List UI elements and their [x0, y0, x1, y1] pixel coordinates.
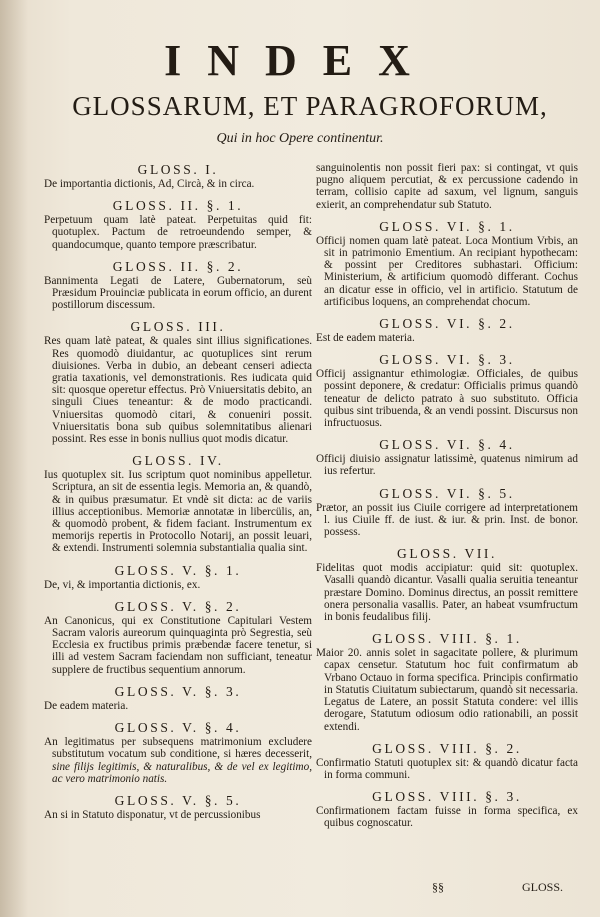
page-tagline: Qui in hoc Opere continentur. [216, 131, 384, 146]
gloss-text: sanguinolentis non possit fieri pax: si contingat, vt quis pugno aliquem percutiat, & ex percussione cadendo in terram, collisio capite ad saxum, vel lignum, sanguis exierit, an comprehendatur sub Statuto. [316, 162, 578, 211]
gloss-text: Officij assignantur ethimologiæ. Officiales, de quibus possint deponere, & credatur: Officialis primus quandò teneatur de delicto patrato à suo substituto. Officia quibus sint tribuenda, & an vendi possint. Discursus non infructuosus. [316, 368, 578, 430]
left-column [44, 162, 312, 821]
index-entry [44, 720, 312, 785]
gloss-text: De importantia dictionis, Ad, Circà, & in circa. [44, 178, 255, 190]
index-entry [316, 741, 578, 781]
gloss-text: De, vi, & importantia dictionis, ex. [44, 578, 201, 591]
index-entry [316, 631, 578, 732]
index-entry [44, 198, 312, 251]
gloss-heading: GLOSS. IV. [132, 453, 224, 469]
index-entry [44, 259, 312, 312]
gloss-heading: GLOSS. II. §. 1. [112, 198, 244, 214]
gloss-heading: GLOSS. VI. §. 5. [379, 485, 515, 501]
gloss-heading: GLOSS. I. [137, 162, 219, 177]
index-entry-continued [316, 162, 578, 211]
gloss-text: Maior 20. annis solet in sagacitate pollere, & plurimum capax censetur. Statutum hoc fuit confirmatum ab Vrbano Octauo in forma specifica. Principis confirmatio in Statutis Ciuitatum subiectarum, quandò sit necessaria. Legatus de Latere, an possit Statuta condere: vel illis derogare, Statutum odiosum odio rationabili, an possit extendi. [316, 647, 578, 733]
index-entry [316, 316, 578, 344]
gloss-text: Officij nomen quam latè pateat. Loca Montium Vrbis, an sit in patrimonio Ementium. An recipiant hypothecam: & possint per Creditores subhastari. Officium: Ministerium, & artificium quomodò differant. Cochus an dicatur esse in officio, vel in artificio. Statutum de artificibus loquens, an comprehendat chocum. [316, 234, 578, 308]
gloss-heading: GLOSS. V. §. 3. [114, 683, 242, 699]
gloss-heading: GLOSS. III. [130, 319, 226, 335]
index-entry [44, 453, 312, 554]
gloss-text-italic: sine filijs legitimis, & naturalibus, & de vel ex legitimo, ac vero matrimonio natis. [52, 760, 312, 785]
gloss-heading: GLOSS. V. §. 2. [114, 598, 242, 614]
gloss-text: Ius quotuplex sit. Ius scriptum quot nominibus appelletur. Scriptura, an sit de essentia legis. Memoria an, & quandò, & in quibus præsumatur. Et vndè sit dicta: ac de variis illius acceptionibus. Memoriæ annotatæ in libercülis, an, & quomodò probent, & fidem faciant. Instrumentum ex memorijs repertis in Protocollo Notarij, an possit leuari, & extendi. Instrumenti solemnia substantialia qualia sint. [44, 469, 312, 555]
gloss-text: Res quam latè pateat, & quales sint illius significationes. Res quomodò diuidantur, ac quotuplices sint rerum diuisiones. Verba in dubio, an debeant censeri adiecta gratia taxationis, vel demonstrationis. Res iudicata quid sit: quosque operetur effectus. Prò Vniuersitatis debito, an singuli Ciues teneantur: & de modo practicandi. Vniuersitas quomodò citari, & conueniri possit. Vniuersitatis bona sub quibus solemnitatibus alienari possint. Res esse in bonis nullius quot modis dicatur. [44, 335, 312, 446]
index-entry [44, 684, 312, 712]
gloss-heading: GLOSS. VI. §. 4. [379, 437, 515, 453]
gloss-heading: GLOSS. VI. §. 3. [379, 352, 515, 368]
index-entry [316, 789, 578, 829]
index-entry [316, 437, 578, 477]
gloss-text: An Canonicus, qui ex Constitutione Capitulari Vestem Sacram valoris aureorum quinquaginta prò Segrestia, seù Ecclesia ex fructibus primis præbendæ facere tenetur, si illi ad vestem Sacram faciendam non sufficiant, teneatur supplere de fructibus sequentium annorum. [44, 614, 312, 676]
index-entry [316, 486, 578, 539]
gloss-text: Perpetuum quam latè pateat. Perpetuitas quid fit: quotuplex. Pactum de retroeundendo semper, & quandocumque, quanto tempore præscribatur. [44, 214, 312, 251]
gloss-text: Est de eadem materia. [316, 332, 415, 345]
gloss-heading: GLOSS. VIII. §. 2. [372, 740, 522, 756]
catchword: GLOSS. [522, 880, 564, 894]
gloss-heading: GLOSS. VI. §. 1. [379, 218, 515, 234]
index-entry [44, 319, 312, 445]
gloss-heading: GLOSS. V. §. 5. [114, 792, 242, 808]
gloss-text: An si in Statuto disponatur, vt de percussionibus [44, 808, 261, 821]
index-entry [316, 219, 578, 308]
gloss-text-roman: An legitimatus per subsequens matrimonium excludere substitutum vocatum sub conditione, si hæres decesserit [44, 736, 312, 761]
gloss-text: Fidelitas quot modis accipiatur: quid sit: quotuplex. Vasalli quandò dicantur. Vasalli qualia seruitia teneantur præstare Domino. Dominus directus, an possit remittere onera personalia vasallis. Pater, an habeat vsumfructum in bonis feudalibus filij. [316, 562, 578, 624]
gloss-heading: GLOSS. V. §. 4. [114, 720, 242, 736]
index-entry [44, 793, 312, 821]
gloss-heading: GLOSS. VII. [397, 546, 497, 562]
index-entry [316, 546, 578, 623]
gloss-text: De eadem materia. [44, 699, 129, 712]
index-entry [44, 563, 312, 591]
index-entry [44, 162, 312, 190]
gloss-heading: GLOSS. II. §. 2. [112, 258, 244, 274]
gloss-heading: GLOSS. V. §. 1. [114, 562, 242, 578]
right-column [316, 162, 578, 830]
signature-mark: §§ [432, 880, 444, 894]
gloss-heading: GLOSS. VI. §. 2. [379, 316, 515, 332]
gloss-text: Bannimenta Legati de Latere, Gubernatorum, seù Præsidum Prouinciæ publicata in eorum officio, an durent postillorum discessum. [44, 274, 312, 312]
gloss-heading: GLOSS. VIII. §. 3. [372, 789, 522, 805]
gloss-text: Confirmatio Statuti quotuplex sit: & quandò dicatur facta in forma communi. [316, 756, 578, 781]
gloss-text: Confirmationem factam fuisse in forma specifica, ex quibus cognoscatur. [316, 805, 578, 830]
gloss-text: Officij diuisio assignatur latissimè, quatenus nimirum ad ius refertur. [316, 453, 578, 478]
page-title: INDEX [164, 36, 436, 85]
gloss-text: An legitimatus per subsequens matrimonium excludere substitutum vocatum sub conditione, si hæres decesserit, sine filijs legitimis, & naturalibus, & de vel ex legitimo, ac vero matrimonio natis. [44, 736, 312, 785]
gloss-text: Prætor, an possit ius Ciuile corrigere ad interpretationem l. ius Ciuile ff. de iust. & iur. & prin. Inst. de bonor. possess. [316, 501, 578, 539]
index-entry [44, 599, 312, 676]
gloss-heading: GLOSS. VIII. §. 1. [372, 631, 522, 647]
index-entry [316, 352, 578, 429]
page-subtitle: GLOSSARUM, ET PARAGROFORUM, [72, 91, 548, 121]
